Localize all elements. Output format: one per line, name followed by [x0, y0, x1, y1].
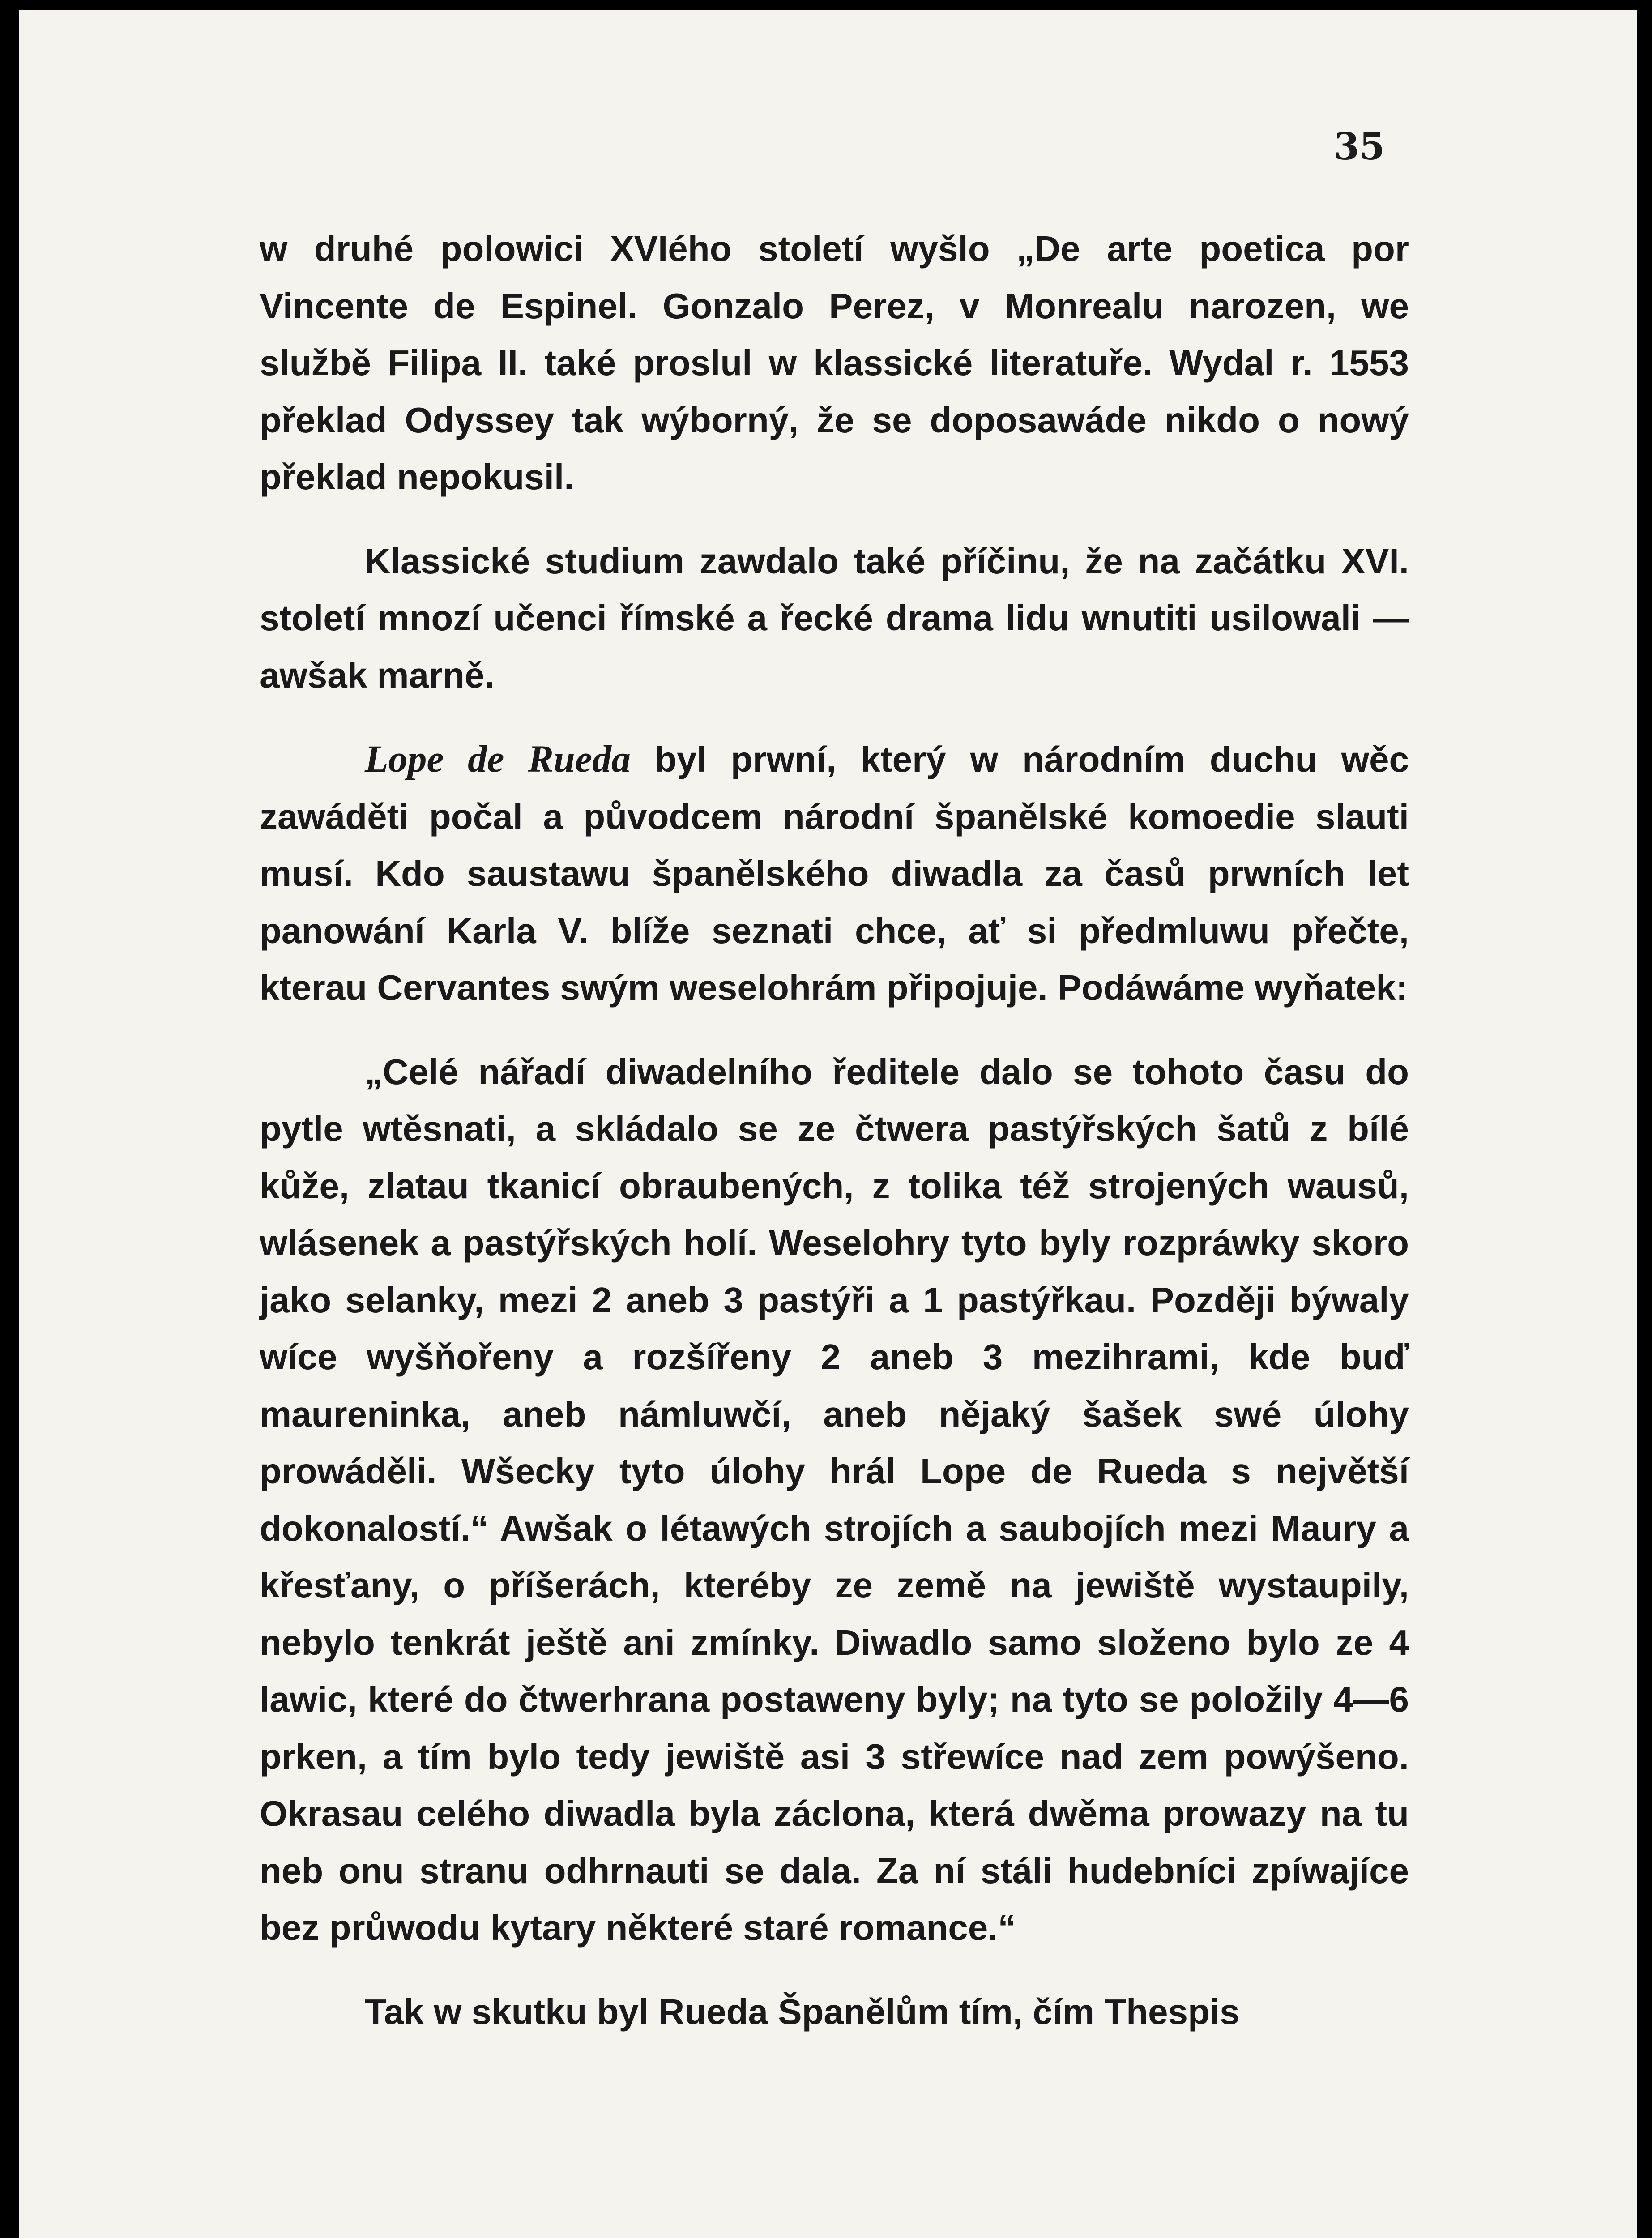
paragraph-text: Klassické studium zawdalo také příčinu, že na začátku XVI. století mnozí učenci římské a řecké drama lidu wnutiti usilowali — awšak marně. — [260, 541, 1409, 695]
page-number: 35 — [1334, 125, 1385, 168]
paragraph-text: w druhé polowici XVIého století wyšlo „De arte poetica por Vincente de Espinel. Gonzalo Perez, v Monrealu narozen, we službě Filipa II. také proslul w klassické literatuře. Wydal r. 1553 překlad Odyssey tak wýborný, že se doposawáde nikdo o nowý překlad nepokusil. — [260, 229, 1409, 497]
paragraph-text: byl prwní, který w národním duchu wěc zawáděti počal a původcem národní španělské komoedie slauti musí. Kdo saustawu španělského diwadla za časů prwních let panowání Karla V. blíže seznati chce, ať si předmluwu přečte, kterau Cervantes swým weselohrám připojuje. Podáwáme wyňatek: — [260, 739, 1409, 1008]
paragraph-text: „Celé nářadí diwadelního ředitele dalo se tohoto času do pytle wtěsnati, a skládalo se ze čtwera pastýřských šatů z bílé kůže, zlatau tkanicí obraubených, z tolika též strojených wausů, wlásenek a pastýřských holí. Weselohry tyto byly rozpráwky skoro jako selanky, mezi 2 aneb 3 pastýři a 1 pastýřkau. Později býwaly wíce wyšňořeny a rozšířeny 2 aneb 3 mezihrami, kde buď maureninka, aneb námluwčí, aneb nějaký šašek swé úlohy prowáděli. Wšecky tyto úlohy hrál Lope de Rueda s největší dokonalostí.“ Awšak o létawých strojích a saubojích mezi Maury a křesťany, o příšerách, kteréby ze země na jewiště wystaupily, nebylo tenkrát ještě ani zmínky. Diwadlo samo složeno bylo ze 4 lawic, které do čtwerhrana postaweny byly; na tyto se položily 4—6 prken, a tím bylo tedy jewiště asi 3 střewíce nad zem powýšeno. Okrasau celého diwadla byla záclona, která dwěma prowazy na tu neb onu stranu odhrnauti se dala. Za ní stáli hudebníci zpíwajíce bez průwodu kytary některé staré romance.“ — [260, 1051, 1409, 1948]
paragraph-2 — [260, 533, 1409, 704]
paragraph-4-quotation — [260, 1043, 1409, 1956]
paragraph-3 — [260, 730, 1409, 1016]
paragraph-1 — [260, 220, 1409, 506]
paragraph-text: Tak w skutku byl Rueda Španělům tím, čím Thespis — [365, 1991, 1240, 2032]
italic-name-lope-de-rueda: Lope de Rueda — [365, 737, 631, 780]
paragraph-5 — [260, 1983, 1409, 2041]
body-text — [260, 220, 1409, 2040]
book-page — [19, 10, 1637, 2238]
